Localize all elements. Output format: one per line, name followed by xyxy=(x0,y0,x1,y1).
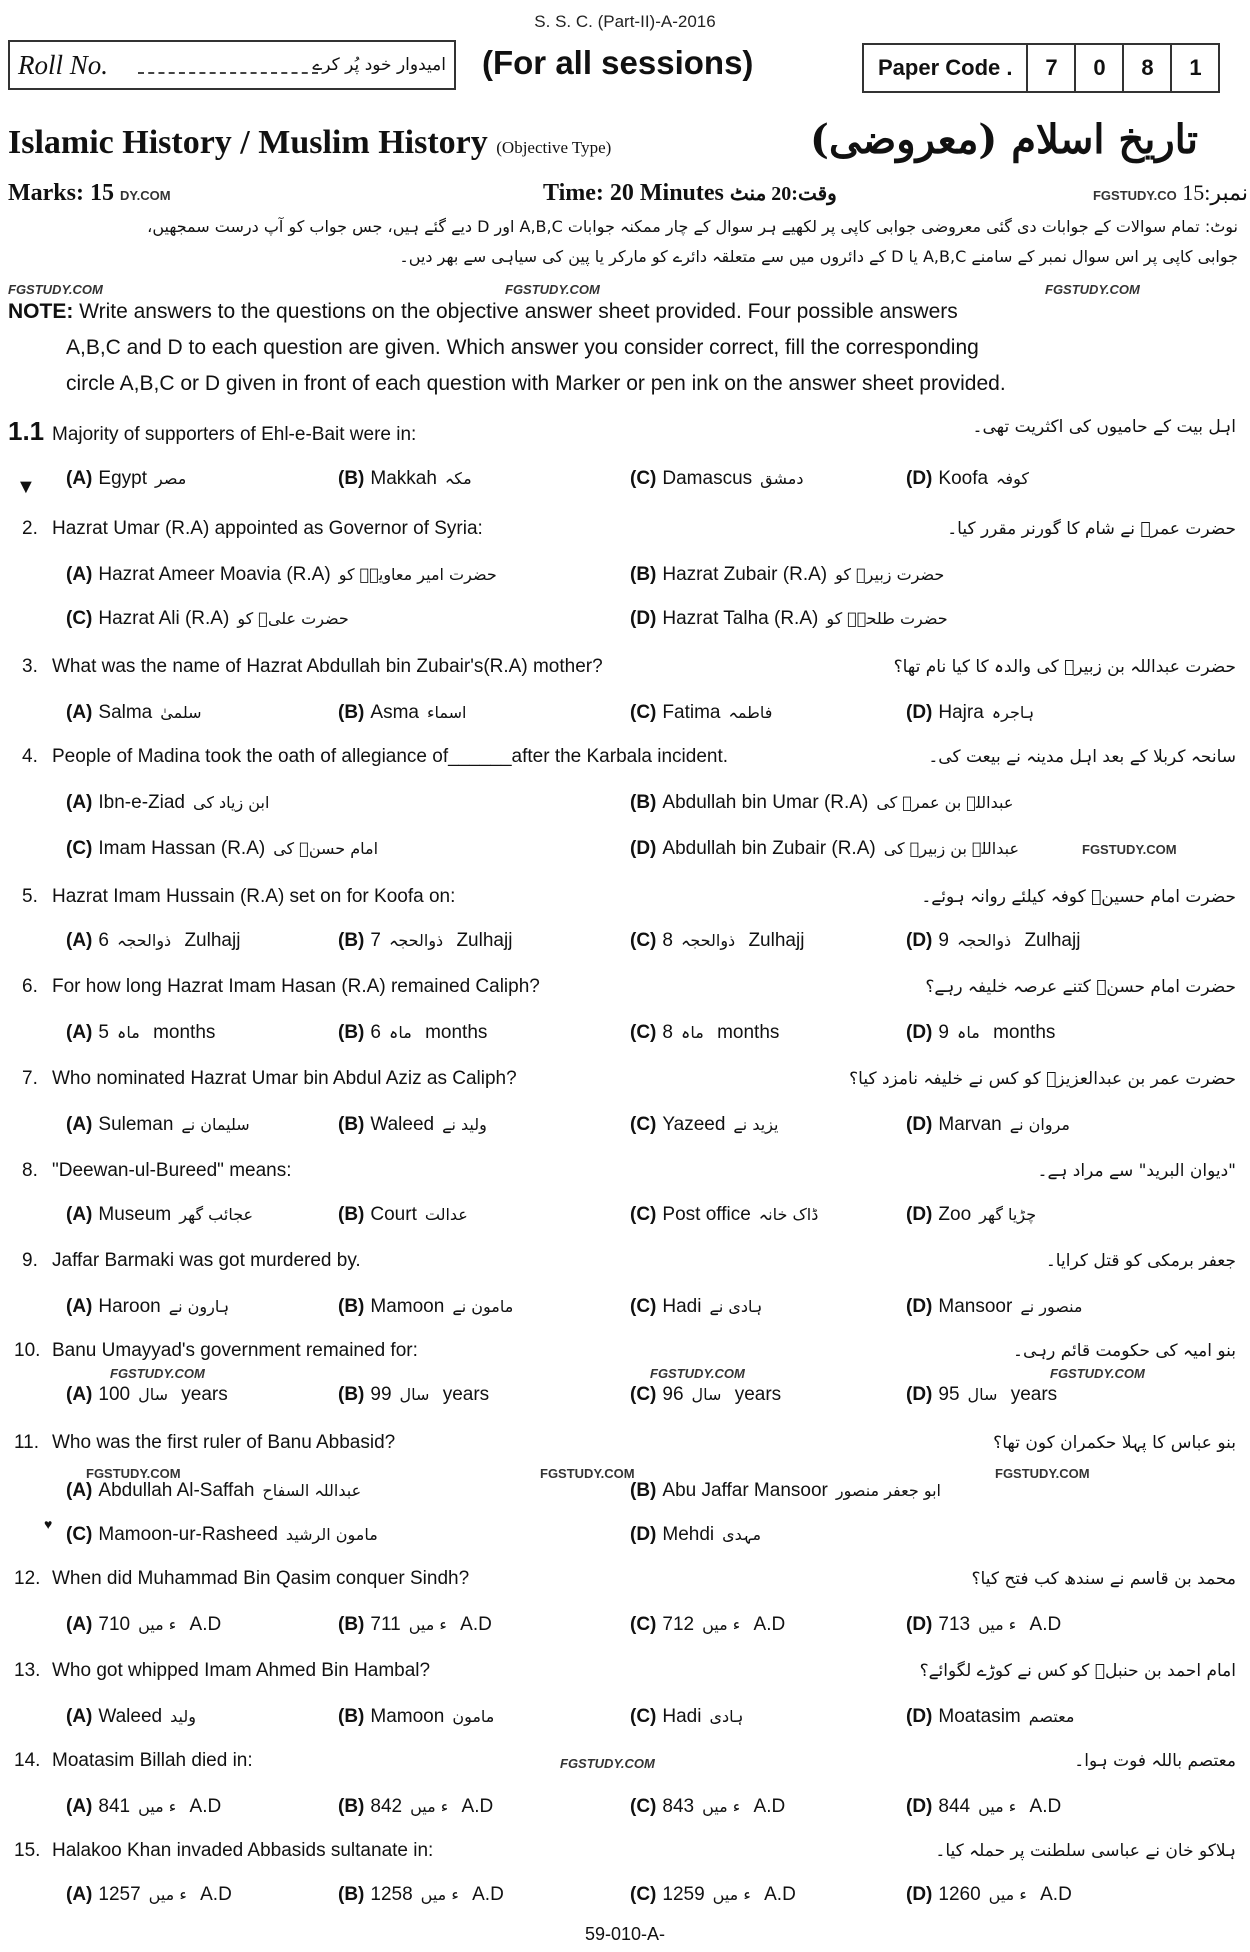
option-c[interactable]: (C) سال96 years xyxy=(630,1384,782,1405)
marks-urdu-text: نمبر:15 xyxy=(1182,180,1248,205)
option-a[interactable]: (A) Museum عجائب گھر xyxy=(66,1204,254,1225)
option-a[interactable]: (A) ذوالحجہ6 Zulhajj xyxy=(66,930,241,951)
option-a[interactable]: (A) Suleman سلیمان نے xyxy=(66,1114,250,1135)
option-a[interactable]: (A) ء میں710 A.D xyxy=(66,1614,222,1635)
option-d[interactable]: (D) سال95 years xyxy=(906,1384,1058,1405)
option-d[interactable]: (D) Marvan مروان نے xyxy=(906,1114,1070,1135)
watermark: FGSTUDY.COM xyxy=(1045,282,1140,297)
marks-time-row xyxy=(8,180,1248,210)
option-b[interactable]: (B) Court عدالت xyxy=(338,1204,468,1225)
question-number: 14. xyxy=(14,1750,41,1771)
question-number: 6. xyxy=(22,976,38,997)
option-d[interactable]: (D) Mehdi مہدی xyxy=(630,1524,762,1545)
paper-code-box xyxy=(862,43,1220,93)
option-a[interactable]: (A) Waleed ولید xyxy=(66,1706,196,1727)
question-urdu: حضرت امام حسینؓ کوفہ کیلئے روانہ ہوئے۔ xyxy=(921,887,1236,907)
option-a[interactable]: (A) Ibn-e-Ziad ابن زیاد کی xyxy=(66,792,270,813)
option-b[interactable]: (B) ء میں842 A.D xyxy=(338,1796,494,1817)
watermark: FGSTUDY.COM xyxy=(560,1756,655,1771)
option-b[interactable]: (B) Asma اسماء xyxy=(338,702,467,723)
question-number: 15. xyxy=(14,1840,41,1861)
watermark: FGSTUDY.COM xyxy=(86,1466,181,1481)
option-b[interactable]: (B) ء میں711 A.D xyxy=(338,1614,492,1635)
question-text xyxy=(22,656,603,678)
subject-title-urdu: تاریخ اسلام (معروضی) xyxy=(810,116,1198,163)
question-english: Majority of supporters of Ehl-e-Bait were in: xyxy=(52,424,417,445)
option-c[interactable]: (C) Fatima فاطمہ xyxy=(630,702,773,723)
option-d[interactable]: (D) ماہ9 months xyxy=(906,1022,1056,1043)
paper-code-label: Paper Code . xyxy=(878,55,1013,80)
option-b[interactable]: (B) ماہ6 months xyxy=(338,1022,488,1043)
option-c[interactable]: (C) Damascus دمشق xyxy=(630,468,804,489)
question-number: 2. xyxy=(22,518,38,539)
marks-urdu xyxy=(1093,180,1248,206)
note-line-1: Write answers to the questions on the objective answer sheet provided. Four possible answers xyxy=(79,300,958,323)
option-d[interactable]: (D) Hazrat Talha (R.A) حضرت طلحہؓ کو xyxy=(630,608,948,629)
option-d[interactable]: (D) ء میں713 A.D xyxy=(906,1614,1062,1635)
question-text xyxy=(22,1250,361,1272)
option-a[interactable]: (A) Egypt مصر xyxy=(66,468,187,489)
question-number: 9. xyxy=(22,1250,38,1271)
roll-number-box xyxy=(8,40,456,90)
question-english: When did Muhammad Bin Qasim conquer Sindh? xyxy=(52,1568,470,1589)
question-english: For how long Hazrat Imam Hasan (R.A) remained Caliph? xyxy=(52,976,540,997)
question-number: 4. xyxy=(22,746,38,767)
question-urdu: ہلاکو خان نے عباسی سلطنت پر حملہ کیا۔ xyxy=(935,1841,1236,1861)
option-a[interactable]: (A) ماہ5 months xyxy=(66,1022,216,1043)
question-number: 10. xyxy=(14,1340,41,1361)
watermark: FGSTUDY.COM xyxy=(505,282,600,297)
option-c[interactable]: (C) ذوالحجہ8 Zulhajj xyxy=(630,930,805,951)
question-urdu: بنو امیہ کی حکومت قائم رہی۔ xyxy=(1013,1341,1236,1361)
question-urdu: محمد بن قاسم نے سندھ کب فتح کیا؟ xyxy=(971,1569,1236,1589)
option-d[interactable]: (D) ء میں1260 A.D xyxy=(906,1884,1072,1905)
subject-title xyxy=(8,124,611,162)
subject-title-text: Islamic History / Muslim History xyxy=(8,124,488,161)
question-english: What was the name of Hazrat Abdullah bin Zubair's(R.A) mother? xyxy=(52,656,603,677)
subject-type: (Objective Type) xyxy=(496,138,612,157)
question-english: Who nominated Hazrat Umar bin Abdul Aziz as Caliph? xyxy=(52,1068,517,1089)
option-c[interactable]: (C) Mamoon-ur-Rasheed مامون الرشید xyxy=(66,1524,378,1545)
question-text xyxy=(22,976,540,998)
question-number: 13. xyxy=(14,1660,41,1681)
question-number: 5. xyxy=(22,886,38,907)
question-urdu: حضرت عبداللہ بن زبیرؓ کی والدہ کا کیا نام تھا؟ xyxy=(893,657,1236,677)
watermark: FGSTUDY.COM xyxy=(540,1466,635,1481)
option-c[interactable]: (C) Post office ڈاک خانہ xyxy=(630,1204,819,1225)
question-text xyxy=(22,746,728,768)
paper-code-digit: 7 xyxy=(1026,45,1074,91)
option-b[interactable]: (B) Makkah مکہ xyxy=(338,468,472,489)
question-english: Banu Umayyad's government remained for: xyxy=(52,1340,418,1361)
option-c[interactable]: (C) Imam Hassan (R.A) امام حسنؓ کی xyxy=(66,838,379,859)
option-d[interactable]: (D) Abdullah bin Zubair (R.A) عبداللہ بن زبیرؓ کی xyxy=(630,838,1019,859)
option-d[interactable]: (D) Moatasim معتصم xyxy=(906,1706,1075,1727)
pen-mark-icon: ♥ xyxy=(44,1516,53,1532)
exam-code: S. S. C. (Part-II)-A-2016 xyxy=(534,12,716,31)
question-text xyxy=(22,1160,292,1182)
option-c[interactable]: (C) ء میں712 A.D xyxy=(630,1614,786,1635)
note-line-2: A,B,C and D to each question are given. Which answer you consider correct, fill the corresponding xyxy=(66,336,979,359)
option-c[interactable]: (C) ء میں843 A.D xyxy=(630,1796,786,1817)
option-d[interactable]: (D) ذوالحجہ9 Zulhajj xyxy=(906,930,1081,951)
watermark: FGSTUDY.COM xyxy=(110,1366,205,1381)
question-english: Hazrat Umar (R.A) appointed as Governor of Syria: xyxy=(52,518,483,539)
option-d[interactable]: (D) ء میں844 A.D xyxy=(906,1796,1062,1817)
question-number: 7. xyxy=(22,1068,38,1089)
option-d[interactable]: (D) Hajra ہاجرہ xyxy=(906,702,1035,723)
question-urdu: امام احمد بن حنبلؒ کو کس نے کوڑے لگوائے؟ xyxy=(919,1661,1236,1681)
question-urdu: جعفر برمکی کو قتل کرایا۔ xyxy=(1045,1251,1236,1271)
option-a[interactable]: (A) ء میں841 A.D xyxy=(66,1796,222,1817)
question-urdu: حضرت امام حسنؓ کتنے عرصہ خلیفہ رہے؟ xyxy=(925,977,1236,997)
option-c[interactable]: (C) Hazrat Ali (R.A) حضرت علیؓ کو xyxy=(66,608,349,629)
question-english: Hazrat Imam Hussain (R.A) set on for Koofa on: xyxy=(52,886,456,907)
option-b[interactable]: (B) Abu Jaffar Mansoor ابو جعفر منصور xyxy=(630,1480,941,1501)
question-number: 8. xyxy=(22,1160,38,1181)
option-c[interactable]: (C) Hadi ہادی xyxy=(630,1706,744,1727)
option-c[interactable]: (C) Yazeed یزید نے xyxy=(630,1114,779,1135)
paper-code-digit: 0 xyxy=(1074,45,1122,91)
watermark: FGSTUDY.CO xyxy=(1092,188,1177,203)
urdu-instructions-line-2: جوابی کاپی پر اس سوال نمبر کے سامنے A,B,C یا D کے دائروں میں سے متعلقہ دائرے کو مارکر یا پین کی سیاہی سے بھر دیں۔ xyxy=(399,247,1238,266)
option-a[interactable]: (A) سال100 years xyxy=(66,1384,228,1405)
question-text xyxy=(14,1840,433,1862)
time-label xyxy=(543,180,837,207)
time-text: Time: 20 Minutes xyxy=(543,180,724,206)
marks-label xyxy=(8,180,171,207)
paper-code-digit: 8 xyxy=(1122,45,1170,91)
question-text xyxy=(14,1660,430,1682)
question-urdu: معتصم باللہ فوت ہوا۔ xyxy=(1074,1751,1236,1771)
watermark: FGSTUDY.COM xyxy=(650,1366,745,1381)
question-urdu: حضرت عمر بن عبدالعزیزؒ کو کس نے خلیفہ نامزد کیا؟ xyxy=(849,1069,1236,1089)
option-d[interactable]: (D) Koofa کوفہ xyxy=(906,468,1029,489)
question-urdu: بنو عباس کا پہلا حکمران کون تھا؟ xyxy=(993,1433,1236,1453)
urdu-instructions-line-1: نوٹ: تمام سوالات کے جوابات دی گئی معروضی جوابی کاپی پر لکھیے ہر سوال کے چار ممکنہ جوابات A,B,C اور D دیے گئے ہیں، جس جواب کو آپ درست سمجھیں، xyxy=(147,217,1238,236)
question-text xyxy=(14,1750,253,1772)
question-urdu: اہل بیت کے حامیوں کی اکثریت تھی۔ xyxy=(972,417,1236,437)
option-b[interactable]: (B) Hazrat Zubair (R.A) حضرت زبیرؓ کو xyxy=(630,564,945,585)
option-a[interactable]: (A) Abdullah Al-Saffah عبداللہ السفاح xyxy=(66,1480,362,1501)
roll-urdu-label: امیدوار خود پُر کرے xyxy=(312,55,446,75)
paper-code-digit: 1 xyxy=(1170,45,1218,91)
option-c[interactable]: (C) ماہ8 months xyxy=(630,1022,780,1043)
roll-number-field[interactable] xyxy=(138,72,318,74)
question-number: 1.1 xyxy=(8,416,45,446)
question-english: Who was the first ruler of Banu Abbasid? xyxy=(52,1432,396,1453)
pen-mark-icon: ▼ xyxy=(16,476,36,498)
option-a[interactable]: (A) ء میں1257 A.D xyxy=(66,1884,232,1905)
option-d[interactable]: (D) Mansoor منصور نے xyxy=(906,1296,1083,1317)
option-a[interactable]: (A) Haroon ہارون نے xyxy=(66,1296,230,1317)
option-a[interactable]: (A) Hazrat Ameer Moavia (R.A) حضرت امیر معاویہؓ کو xyxy=(66,564,497,585)
option-d[interactable]: (D) Zoo چڑیا گھر xyxy=(906,1204,1037,1225)
option-b[interactable]: (B) ء میں1258 A.D xyxy=(338,1884,504,1905)
watermark: FGSTUDY.COM xyxy=(8,282,103,297)
option-b[interactable]: (B) سال99 years xyxy=(338,1384,490,1405)
option-b[interactable]: (B) Mamoon مامون xyxy=(338,1706,495,1727)
question-text xyxy=(8,416,416,447)
question-text xyxy=(14,1568,469,1590)
question-urdu: سانحہ کربلا کے بعد اہل مدینہ نے بیعت کی۔ xyxy=(928,747,1236,767)
note-label: NOTE: xyxy=(8,300,74,323)
question-english: Jaffar Barmaki was got murdered by. xyxy=(52,1250,361,1271)
time-urdu: وقت:20 منٹ xyxy=(729,183,837,205)
question-urdu: حضرت عمرؓ نے شام کا گورنر مقرر کیا۔ xyxy=(947,519,1236,539)
option-c[interactable]: (C) ء میں1259 A.D xyxy=(630,1884,796,1905)
question-urdu: "دیوان البرید" سے مراد ہے۔ xyxy=(1037,1161,1236,1181)
watermark: FGSTUDY.COM xyxy=(1050,1366,1145,1381)
roll-label: Roll No. xyxy=(18,50,109,80)
question-number: 3. xyxy=(22,656,38,677)
question-text xyxy=(22,518,483,540)
question-number: 12. xyxy=(14,1568,41,1589)
marks-text: Marks: 15 xyxy=(8,180,114,206)
option-b[interactable]: (B) Waleed ولید نے xyxy=(338,1114,487,1135)
question-english: "Deewan-ul-Bureed" means: xyxy=(52,1160,292,1181)
page-footer-code: 59-010-A- xyxy=(584,1924,666,1944)
note-line-3: circle A,B,C or D given in front of each question with Marker or pen ink on the answer sheet provided. xyxy=(66,372,1006,395)
question-english: Who got whipped Imam Ahmed Bin Hambal? xyxy=(52,1660,431,1681)
english-note xyxy=(8,294,1243,402)
question-english: People of Madina took the oath of allegiance of______after the Karbala incident. xyxy=(52,746,729,767)
question-text xyxy=(14,1340,418,1362)
watermark: FGSTUDY.COM xyxy=(1082,842,1177,857)
question-english: Moatasim Billah died in: xyxy=(52,1750,253,1771)
option-b[interactable]: (B) Abdullah bin Umar (R.A) عبداللہ بن عمرؓ کی xyxy=(630,792,1014,813)
question-english: Halakoo Khan invaded Abbasids sultanate in: xyxy=(52,1840,434,1861)
option-a[interactable]: (A) Salma سلمیٰ xyxy=(66,702,202,723)
option-c[interactable]: (C) Hadi ہادی نے xyxy=(630,1296,763,1317)
question-number: 11. xyxy=(14,1432,40,1453)
watermark: DY.COM xyxy=(119,188,171,203)
question-text xyxy=(22,1068,517,1090)
question-text xyxy=(14,1432,395,1454)
option-b[interactable]: (B) ذوالحجہ7 Zulhajj xyxy=(338,930,513,951)
question-text xyxy=(22,886,455,908)
watermark: FGSTUDY.COM xyxy=(995,1466,1090,1481)
option-b[interactable]: (B) Mamoon مامون نے xyxy=(338,1296,514,1317)
sessions-label: (For all sessions) xyxy=(482,44,754,81)
